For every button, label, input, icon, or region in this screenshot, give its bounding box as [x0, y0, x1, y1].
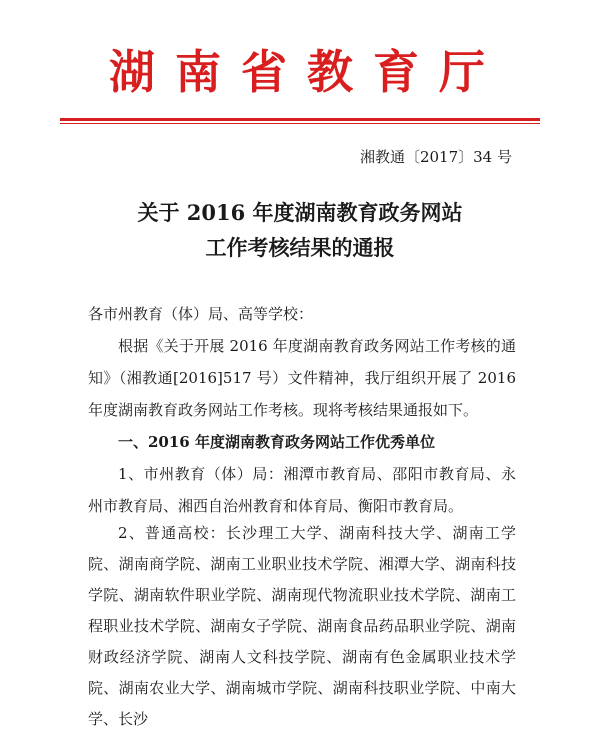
- agency-masthead: 湖南省教育厅: [109, 45, 505, 99]
- document-title-line2: 工作考核结果的通报: [205, 235, 395, 260]
- red-divider-thick: [60, 118, 540, 121]
- section-heading: 一、2016 年度湖南教育政务网站工作优秀单位: [118, 433, 435, 451]
- red-divider-thin: [60, 123, 540, 124]
- document-number: 湘教通〔2017〕34 号: [359, 148, 512, 166]
- list-item-universities: 2、普通高校：长沙理工大学、湖南科技大学、湖南工学院、湖南商学院、湖南工业职业技术学院、湘潭大学、湖南科技学院、湖南软件职业学院、湖南现代物流职业技术学院、湖南工程职业技术学院、湖南女子学院、湖南食品药品职业学院、湖南财政经济学院、湖南人文科技学院、湖南有色金属职业技术学院、湖南农业大学、湖南城市学院、湖南科技职业学院、中南大学、长沙: [88, 524, 516, 728]
- document-title-line1: 关于 2016 年度湖南教育政务网站: [137, 200, 463, 225]
- list-item-municipal: 1、市州教育（体）局：湘潭市教育局、邵阳市教育局、永州市教育局、湘西自治州教育和体育局、衡阳市教育局。: [88, 465, 516, 515]
- paragraph-intro: 根据《关于开展 2016 年度湖南教育政务网站工作考核的通知》（湘教通[2016]517 号）文件精神，我厅组织开展了 2016 年度湖南教育政务网站工作考核。现将考核结果通报如下。: [88, 337, 516, 419]
- salutation: 各市州教育（体）局、高等学校：: [88, 305, 314, 323]
